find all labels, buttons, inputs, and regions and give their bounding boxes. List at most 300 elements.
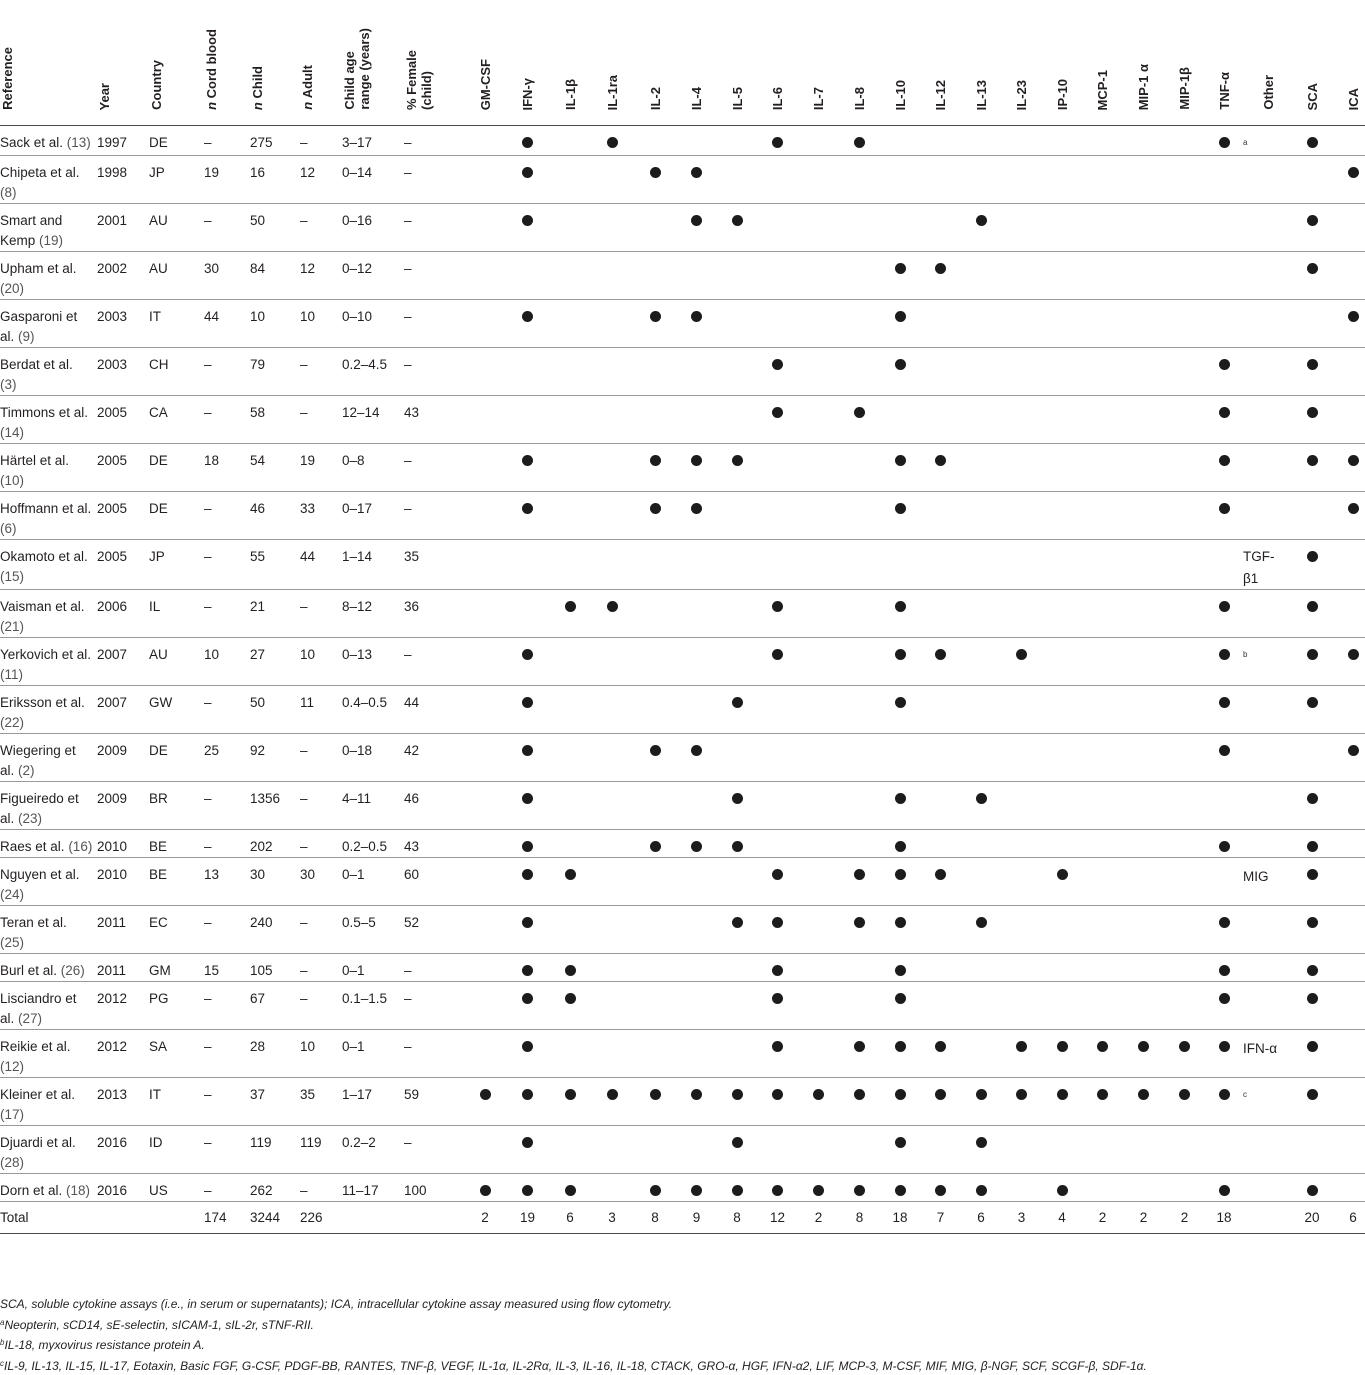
- col-header-label: IL-7: [811, 87, 826, 110]
- cytokine-cell: [798, 540, 839, 590]
- reference-name: Gasparoni et al.: [0, 309, 77, 344]
- cytokine-cell: [880, 782, 920, 830]
- cytokine-cell: [1164, 1078, 1205, 1126]
- citation-link[interactable]: (18): [66, 1183, 90, 1198]
- cytokine-cell: [1001, 492, 1042, 540]
- measured-dot-icon: [1348, 455, 1359, 466]
- col-header-label: IL-1β: [563, 79, 578, 110]
- citation-link[interactable]: (22): [0, 715, 24, 730]
- total-cell: [149, 1202, 204, 1234]
- cytokine-cell: [676, 858, 717, 906]
- cytokine-cell: [465, 982, 505, 1030]
- total-cell: 18: [1205, 1202, 1243, 1234]
- cytokine-cell: [634, 1126, 676, 1174]
- reference-name: Teran et al.: [0, 915, 67, 930]
- measured-dot-icon: [522, 215, 533, 226]
- cytokine-cell: [1082, 348, 1123, 396]
- cytokine-cell: [1205, 300, 1243, 348]
- cytokine-cell: [634, 734, 676, 782]
- citation-link[interactable]: (12): [0, 1059, 24, 1074]
- cytokine-cell: [798, 734, 839, 782]
- cytokine-cell: [961, 906, 1001, 954]
- other-cell: [1243, 782, 1293, 830]
- cytokine-cell: [757, 204, 798, 252]
- measured-dot-icon: [522, 917, 533, 928]
- cytokine-cell: [590, 954, 634, 982]
- cytokine-cell: [676, 638, 717, 686]
- cytokine-cell: [634, 858, 676, 906]
- col-header-gm-csf: [465, 0, 505, 126]
- citation-link[interactable]: (9): [18, 329, 35, 344]
- cytokine-cell: [717, 954, 757, 982]
- cytokine-cell: [920, 540, 961, 590]
- cytokine-cell: [590, 782, 634, 830]
- col-header-label: Country: [149, 60, 164, 110]
- cytokine-cell: [880, 300, 920, 348]
- citation-link[interactable]: (19): [39, 233, 63, 248]
- cytokine-cell: [961, 858, 1001, 906]
- citation-link[interactable]: (21): [0, 619, 24, 634]
- col-header-il-8: [839, 0, 880, 126]
- table-row: [0, 782, 1365, 830]
- cytokine-cell: [1205, 906, 1243, 954]
- cytokine-cell: [1042, 1126, 1082, 1174]
- cytokine-cell: [1164, 858, 1205, 906]
- measured-dot-icon: [732, 1089, 743, 1100]
- cytokine-cell: [1205, 734, 1243, 782]
- measured-dot-icon: [522, 869, 533, 880]
- table-row: [0, 1174, 1365, 1202]
- cytokine-cell: [1205, 590, 1243, 638]
- cytokine-cell: [961, 348, 1001, 396]
- col-header-il-1-: [550, 0, 590, 126]
- cytokine-cell: [1123, 540, 1164, 590]
- female-cell: –: [404, 492, 465, 540]
- age-cell: 0–14: [342, 156, 404, 204]
- cytokine-cell: [1164, 638, 1205, 686]
- cytokine-cell: [550, 396, 590, 444]
- cytokine-cell: [505, 830, 550, 858]
- measured-dot-icon: [1219, 455, 1230, 466]
- cytokine-cell: [465, 1030, 505, 1078]
- child-cell: 58: [250, 396, 300, 444]
- cytokine-cell: [550, 1030, 590, 1078]
- table-row: [0, 982, 1365, 1030]
- cytokine-cell: [1293, 782, 1331, 830]
- cytokine-cell: [1001, 906, 1042, 954]
- cytokine-cell: [1331, 906, 1365, 954]
- col-header-label: Other: [1261, 75, 1276, 110]
- cord-cell: 13: [204, 858, 250, 906]
- cytokine-cell: [1164, 492, 1205, 540]
- cytokine-cell: [634, 540, 676, 590]
- cytokine-cell: [798, 348, 839, 396]
- measured-dot-icon: [895, 455, 906, 466]
- cytokine-cell: [1293, 638, 1331, 686]
- col-header-il-12: [920, 0, 961, 126]
- cytokine-cell: [505, 686, 550, 734]
- cytokine-cell: [757, 1078, 798, 1126]
- year-cell: 2006: [97, 590, 149, 638]
- cytokine-cell: [717, 1030, 757, 1078]
- citation-link[interactable]: (20): [0, 281, 24, 296]
- measured-dot-icon: [976, 793, 987, 804]
- measured-dot-icon: [772, 407, 783, 418]
- cytokine-cell: [961, 782, 1001, 830]
- country-cell: AU: [149, 204, 204, 252]
- child-cell: 67: [250, 982, 300, 1030]
- cytokine-cell: [1205, 1078, 1243, 1126]
- total-cell: 19: [505, 1202, 550, 1234]
- cytokine-cell: [505, 1030, 550, 1078]
- cytokine-cell: [1001, 590, 1042, 638]
- country-cell: CA: [149, 396, 204, 444]
- citation-link[interactable]: (8): [0, 185, 17, 200]
- cytokine-cell: [465, 396, 505, 444]
- cytokine-cell: [465, 540, 505, 590]
- cytokine-cell: [590, 444, 634, 492]
- table-row: [0, 540, 1365, 590]
- measured-dot-icon: [895, 965, 906, 976]
- citation-link[interactable]: (17): [0, 1107, 24, 1122]
- footnote-c: $^c$IL-9, IL-13, IL-15, IL-17, Eotaxin, Basic FGF, G-CSF, PDGF-BB, RANTES, TNF-β, VEGF, IL-1α, IL-2Rα, IL-3, IL-16, IL-18, CTACK, GRO-α, HGF, IFN-α2, LIF, MCP-3, M-CSF, MIF, MIG, β-NGF, SCF, SCGF-β, SDF-1α.: [0, 1355, 1365, 1375]
- cytokine-cell: [880, 540, 920, 590]
- measured-dot-icon: [1057, 869, 1068, 880]
- measured-dot-icon: [1219, 993, 1230, 1004]
- cytokine-cell: [1082, 638, 1123, 686]
- female-cell: 52: [404, 906, 465, 954]
- cytokine-cell: [1082, 734, 1123, 782]
- col-header-tnf-: [1205, 0, 1243, 126]
- cytokine-cell: [1042, 252, 1082, 300]
- cytokine-cell: [590, 540, 634, 590]
- col-header-il-7: [798, 0, 839, 126]
- cytokine-cell: [1123, 590, 1164, 638]
- col-header-label: IL-23: [1014, 80, 1029, 110]
- col-header-il-5: [717, 0, 757, 126]
- cytokine-cell: [1293, 1126, 1331, 1174]
- cytokine-cell: [920, 638, 961, 686]
- country-cell: GM: [149, 954, 204, 982]
- cytokine-cell: [634, 492, 676, 540]
- cytokine-cell: [880, 348, 920, 396]
- table-row: [0, 204, 1365, 252]
- cytokine-cell: [757, 444, 798, 492]
- cytokine-cell: [1001, 252, 1042, 300]
- cytokine-cell: [505, 734, 550, 782]
- measured-dot-icon: [772, 601, 783, 612]
- citation-link[interactable]: (24): [0, 887, 24, 902]
- cytokine-cell: [1331, 540, 1365, 590]
- cytokine-cell: [717, 830, 757, 858]
- measured-dot-icon: [1307, 841, 1318, 852]
- col-header-ref: [0, 0, 97, 126]
- cytokine-cell: [757, 686, 798, 734]
- col-header-label: Child age range (years): [342, 28, 372, 110]
- other-cell: [1243, 300, 1293, 348]
- cytokine-cell: [920, 1174, 961, 1202]
- female-cell: 44: [404, 686, 465, 734]
- measured-dot-icon: [895, 1137, 906, 1148]
- cytokine-cell: [1293, 686, 1331, 734]
- cytokine-cell: [1293, 954, 1331, 982]
- citation-link[interactable]: (10): [0, 473, 24, 488]
- cytokine-cell: [880, 252, 920, 300]
- cytokine-cell: [550, 1126, 590, 1174]
- measured-dot-icon: [895, 993, 906, 1004]
- child-cell: 84: [250, 252, 300, 300]
- table-row: [0, 1030, 1365, 1078]
- measured-dot-icon: [1307, 455, 1318, 466]
- measured-dot-icon: [480, 1185, 491, 1196]
- measured-dot-icon: [1307, 869, 1318, 880]
- child-cell: 262: [250, 1174, 300, 1202]
- col-header-il-6: [757, 0, 798, 126]
- cytokine-cell: [880, 858, 920, 906]
- cytokine-cell: [590, 982, 634, 1030]
- total-cell: 8: [717, 1202, 757, 1234]
- citation-link[interactable]: (28): [0, 1155, 24, 1170]
- child-cell: 1356: [250, 782, 300, 830]
- cytokine-cell: [920, 492, 961, 540]
- measured-dot-icon: [854, 137, 865, 148]
- cytokine-cell: [839, 590, 880, 638]
- col-header-country: [149, 0, 204, 126]
- cytokine-cell: [1082, 492, 1123, 540]
- cytokine-cell: [798, 396, 839, 444]
- cytokine-cell: [1082, 126, 1123, 156]
- cytokine-cell: [590, 1030, 634, 1078]
- table-row: [0, 300, 1365, 348]
- cytokine-cell: [920, 444, 961, 492]
- cytokine-cell: [757, 1174, 798, 1202]
- cytokine-cell: [1205, 954, 1243, 982]
- female-cell: –: [404, 638, 465, 686]
- citation-link[interactable]: (16): [68, 839, 92, 854]
- cytokine-cell: [1205, 156, 1243, 204]
- reference-name: Raes et al.: [0, 839, 65, 854]
- country-cell: JP: [149, 540, 204, 590]
- cytokine-cell: [1331, 1030, 1365, 1078]
- cytokine-cell: [634, 252, 676, 300]
- cytokine-cell: [1042, 638, 1082, 686]
- cytokine-cell: [1205, 348, 1243, 396]
- cytokine-cell: [1123, 396, 1164, 444]
- cytokine-cell: [1293, 982, 1331, 1030]
- cytokine-cell: [1082, 540, 1123, 590]
- measured-dot-icon: [522, 745, 533, 756]
- year-cell: 1998: [97, 156, 149, 204]
- cytokine-cell: [550, 1078, 590, 1126]
- cytokine-cell: [505, 1078, 550, 1126]
- cord-cell: –: [204, 348, 250, 396]
- country-cell: PG: [149, 982, 204, 1030]
- other-cell: [1243, 156, 1293, 204]
- cytokine-cell: [961, 1126, 1001, 1174]
- citation-link[interactable]: (23): [18, 811, 42, 826]
- reference-cell: [0, 982, 97, 1030]
- year-cell: 2010: [97, 858, 149, 906]
- year-cell: 2003: [97, 348, 149, 396]
- cytokine-cell: [1001, 348, 1042, 396]
- measured-dot-icon: [1307, 793, 1318, 804]
- cytokine-cell: [880, 1126, 920, 1174]
- citation-link[interactable]: (6): [0, 521, 17, 536]
- adult-cell: –: [300, 1174, 342, 1202]
- measured-dot-icon: [1219, 1089, 1230, 1100]
- cytokine-cell: [757, 734, 798, 782]
- child-cell: 55: [250, 540, 300, 590]
- other-cell: [1243, 590, 1293, 638]
- adult-cell: –: [300, 982, 342, 1030]
- col-header-label: SCA: [1305, 83, 1320, 110]
- measured-dot-icon: [522, 137, 533, 148]
- cytokine-cell: [634, 686, 676, 734]
- measured-dot-icon: [935, 649, 946, 660]
- cytokine-cell: [961, 954, 1001, 982]
- cytokine-cell: [1001, 156, 1042, 204]
- cytokine-cell: [505, 638, 550, 686]
- cytokine-cell: [550, 734, 590, 782]
- child-cell: 28: [250, 1030, 300, 1078]
- col-header-label: IL-13: [974, 80, 989, 110]
- age-cell: 4–11: [342, 782, 404, 830]
- total-cell: 7: [920, 1202, 961, 1234]
- cytokine-cell: [1123, 858, 1164, 906]
- citation-link[interactable]: (26): [61, 963, 85, 978]
- cytokine-cell: [1001, 444, 1042, 492]
- cord-cell: –: [204, 540, 250, 590]
- cytokine-cell: [717, 1126, 757, 1174]
- cytokine-cell: [920, 954, 961, 982]
- cytokine-cell: [1205, 396, 1243, 444]
- cytokine-cell: [1331, 204, 1365, 252]
- measured-dot-icon: [607, 601, 618, 612]
- reference-name: Djuardi et al.: [0, 1135, 76, 1150]
- age-cell: 11–17: [342, 1174, 404, 1202]
- child-cell: 30: [250, 858, 300, 906]
- year-cell: 2007: [97, 638, 149, 686]
- year-cell: 2011: [97, 906, 149, 954]
- measured-dot-icon: [1016, 649, 1027, 660]
- cytokine-cell: [465, 686, 505, 734]
- table-row: [0, 156, 1365, 204]
- col-header-il-10: [880, 0, 920, 126]
- cytokine-cell: [920, 686, 961, 734]
- cytokine-cell: [1042, 1174, 1082, 1202]
- cytokine-cell: [839, 638, 880, 686]
- cytokine-cell: [880, 590, 920, 638]
- citation-link[interactable]: (2): [18, 763, 35, 778]
- reference-cell: [0, 444, 97, 492]
- cytokine-cell: [880, 638, 920, 686]
- measured-dot-icon: [1179, 1089, 1190, 1100]
- cytokine-cell: [920, 348, 961, 396]
- cytokine-cell: [676, 252, 717, 300]
- cord-cell: –: [204, 590, 250, 638]
- measured-dot-icon: [772, 1089, 783, 1100]
- cytokine-cell: [1042, 954, 1082, 982]
- female-cell: –: [404, 126, 465, 156]
- cytokine-cell: [1001, 1078, 1042, 1126]
- reference-name: Hoffmann et al.: [0, 501, 91, 516]
- citation-link[interactable]: (13): [67, 135, 91, 150]
- cytokine-cell: [550, 252, 590, 300]
- cytokine-cell: [465, 782, 505, 830]
- measured-dot-icon: [854, 1089, 865, 1100]
- other-footnote-mark: a: [1243, 138, 1247, 147]
- measured-dot-icon: [522, 841, 533, 852]
- cord-cell: 19: [204, 156, 250, 204]
- cytokine-cell: [920, 782, 961, 830]
- cytokine-cell: [1205, 686, 1243, 734]
- cytokine-cell: [839, 734, 880, 782]
- cytokine-cell: [961, 734, 1001, 782]
- cytokine-cell: [1001, 204, 1042, 252]
- cord-cell: –: [204, 1174, 250, 1202]
- reference-name: Okamoto et al.: [0, 549, 88, 564]
- other-cell: [1243, 858, 1293, 906]
- cytokine-cell: [1293, 348, 1331, 396]
- cytokine-cell: [505, 590, 550, 638]
- cytokine-cell: [961, 1078, 1001, 1126]
- citation-link[interactable]: (14): [0, 425, 24, 440]
- reference-name: Sack et al.: [0, 135, 63, 150]
- measured-dot-icon: [772, 1185, 783, 1196]
- cytokine-cell: [465, 590, 505, 638]
- measured-dot-icon: [732, 215, 743, 226]
- reference-cell: [0, 686, 97, 734]
- measured-dot-icon: [1307, 965, 1318, 976]
- cytokine-cell: [505, 444, 550, 492]
- cytokine-cell: [1331, 982, 1365, 1030]
- citation-link[interactable]: (11): [0, 667, 23, 682]
- female-cell: –: [404, 954, 465, 982]
- cytokine-cell: [1331, 734, 1365, 782]
- cytokine-cell: [634, 126, 676, 156]
- measured-dot-icon: [1219, 407, 1230, 418]
- child-cell: 79: [250, 348, 300, 396]
- cytokine-cell: [550, 638, 590, 686]
- col-header-label: n Adult: [300, 65, 315, 110]
- cytokine-cell: [676, 444, 717, 492]
- citation-link[interactable]: (3): [0, 377, 17, 392]
- cytokine-cell: [880, 204, 920, 252]
- cytokine-cell: [1042, 396, 1082, 444]
- total-cell: 8: [634, 1202, 676, 1234]
- citation-link[interactable]: (25): [0, 935, 24, 950]
- total-cell: 174: [204, 1202, 250, 1234]
- citation-link[interactable]: (15): [0, 569, 24, 584]
- cytokine-cell: [757, 492, 798, 540]
- cytokine-cell: [961, 156, 1001, 204]
- cytokine-cell: [880, 954, 920, 982]
- country-cell: IT: [149, 1078, 204, 1126]
- cytokine-cell: [1123, 830, 1164, 858]
- measured-dot-icon: [650, 311, 661, 322]
- citation-link[interactable]: (27): [18, 1011, 42, 1026]
- year-cell: 1997: [97, 126, 149, 156]
- cytokine-cell: [676, 348, 717, 396]
- reference-name: Smart and Kemp: [0, 213, 62, 248]
- measured-dot-icon: [854, 407, 865, 418]
- cytokine-cell: [717, 300, 757, 348]
- age-cell: 0–1: [342, 954, 404, 982]
- cytokine-cell: [1205, 492, 1243, 540]
- cytokine-cell: [798, 954, 839, 982]
- other-cell: [1243, 638, 1293, 686]
- col-header-label: IL-5: [730, 87, 745, 110]
